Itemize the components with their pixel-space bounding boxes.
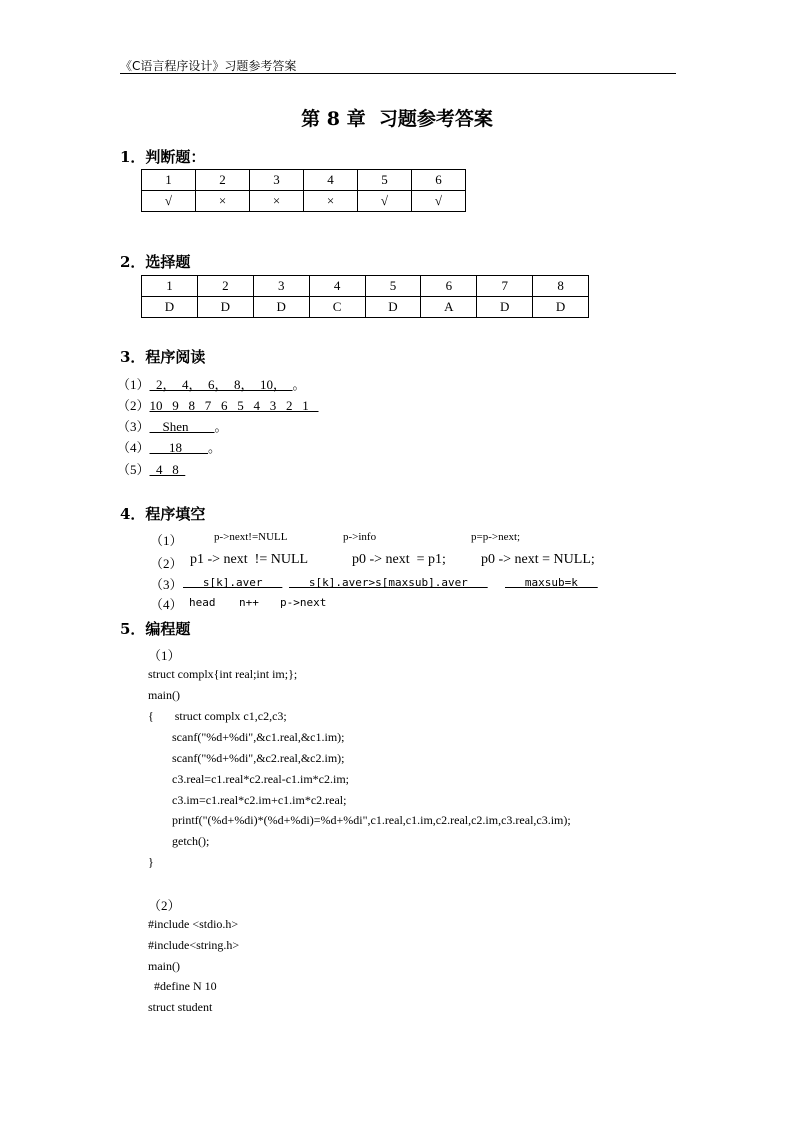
judge-header-cell: 4 xyxy=(304,170,358,191)
header-rule xyxy=(120,73,676,74)
fill-answer: s[k].aver xyxy=(183,576,283,589)
code-line: c3.real=c1.real*c2.real-c1.im*c2.im; xyxy=(148,772,350,786)
fill-answer: p->next xyxy=(280,596,327,609)
fill-answer: p=p->next; xyxy=(471,531,521,543)
fill-item-number: （1） xyxy=(150,533,183,548)
program-1-number: （1） xyxy=(148,648,181,663)
code-line: scanf("%d+%di",&c2.real,&c2.im); xyxy=(148,751,345,765)
code-line: main() xyxy=(148,959,180,973)
choice-header-cell: 6 xyxy=(421,276,477,297)
choice-header-cell: 2 xyxy=(197,276,253,297)
reading-item-tail: 。 xyxy=(214,419,228,434)
fill-answer: p1 -> next != NULL xyxy=(190,552,309,567)
choice-header-cell: 3 xyxy=(253,276,309,297)
section-judge-heading: 1．判断题： xyxy=(120,148,206,166)
reading-item-tail: 。 xyxy=(208,440,222,455)
judge-table xyxy=(141,169,466,212)
fill-item-number: （3） xyxy=(150,577,183,592)
reading-item-number: （1） xyxy=(117,377,150,392)
code-line: #include <stdio.h> xyxy=(148,917,239,931)
program-2-number: （2） xyxy=(148,898,181,913)
code-line: c3.im=c1.real*c2.im+c1.im*c2.real; xyxy=(148,793,347,807)
reading-item-number: （4） xyxy=(117,440,150,455)
section-programming-heading: 5．编程题 xyxy=(120,620,191,638)
section-reading-heading: 3．程序阅读 xyxy=(120,348,206,366)
reading-item-answer: 2， 4， 6， 8， 10， xyxy=(149,377,293,392)
reading-item-2 xyxy=(117,395,319,414)
choice-header-cell: 8 xyxy=(533,276,589,297)
choice-table xyxy=(141,275,589,318)
choice-answer-cell: D xyxy=(197,297,253,318)
choice-header-row xyxy=(142,276,589,297)
fill-answer: maxsub=k xyxy=(505,576,598,589)
page-title: 第 8 章 习题参考答案 xyxy=(301,108,493,130)
reading-item-answer: 10 9 8 7 6 5 4 3 2 1 xyxy=(149,398,319,413)
code-line: #include<string.h> xyxy=(148,938,240,952)
choice-answer-cell: D xyxy=(142,297,198,318)
fill-answer: s[k].aver>s[maxsub].aver xyxy=(289,576,488,589)
reading-item-3 xyxy=(117,416,228,435)
section-choice-heading: 2．选择题 xyxy=(120,253,191,271)
fill-answer: head xyxy=(189,596,216,609)
choice-answer-cell: A xyxy=(421,297,477,318)
judge-header-cell: 5 xyxy=(358,170,412,191)
reading-item-number: （3） xyxy=(117,419,150,434)
judge-answer-cell: × xyxy=(250,191,304,212)
code-line: getch(); xyxy=(148,834,210,848)
fill-answer: p->info xyxy=(343,531,377,543)
section-fill-heading: 4．程序填空 xyxy=(120,505,206,523)
reading-item-number: （5） xyxy=(117,462,150,477)
reading-item-answer: 18 xyxy=(149,440,209,455)
choice-header-cell: 1 xyxy=(142,276,198,297)
code-line: struct complx{int real;int im;}; xyxy=(148,667,298,681)
choice-answer-cell: D xyxy=(365,297,421,318)
reading-item-number: （2） xyxy=(117,398,150,413)
judge-answer-row xyxy=(142,191,466,212)
reading-item-answer: 4 8 xyxy=(149,462,186,477)
code-line: printf("(%d+%di)*(%d+%di)=%d+%di",c1.real,c1.im,c2.real,c2.im,c3.real,c3.im); xyxy=(148,813,571,827)
judge-answer-cell: √ xyxy=(142,191,196,212)
choice-answer-cell: D xyxy=(533,297,589,318)
page-header: 《C语言程序设计》习题参考答案 xyxy=(120,59,297,73)
code-line: scanf("%d+%di",&c1.real,&c1.im); xyxy=(148,730,345,744)
choice-answer-cell: C xyxy=(309,297,365,318)
code-line: main() xyxy=(148,688,180,702)
fill-item-number: （2） xyxy=(150,556,183,571)
choice-answer-cell: D xyxy=(477,297,533,318)
choice-header-cell: 5 xyxy=(365,276,421,297)
choice-answer-row xyxy=(142,297,589,318)
fill-answer: n++ xyxy=(239,596,259,609)
judge-header-cell: 6 xyxy=(412,170,466,191)
judge-header-cell: 3 xyxy=(250,170,304,191)
code-line: { struct complx c1,c2,c3; xyxy=(148,709,287,723)
code-line: struct student xyxy=(148,1000,213,1014)
code-line: #define N 10 xyxy=(148,979,217,993)
fill-answer: p->next!=NULL xyxy=(214,531,288,543)
fill-item-number: （4） xyxy=(150,597,183,612)
choice-header-cell: 4 xyxy=(309,276,365,297)
judge-answer-cell: √ xyxy=(412,191,466,212)
fill-answer: p0 -> next = p1; xyxy=(352,552,446,567)
choice-answer-cell: D xyxy=(253,297,309,318)
fill-answer: p0 -> next = NULL; xyxy=(481,552,595,567)
judge-header-cell: 2 xyxy=(196,170,250,191)
reading-item-answer: Shen xyxy=(149,419,215,434)
reading-item-1 xyxy=(117,374,306,393)
judge-header-cell: 1 xyxy=(142,170,196,191)
judge-answer-cell: √ xyxy=(358,191,412,212)
reading-item-tail: 。 xyxy=(292,377,306,392)
choice-header-cell: 7 xyxy=(477,276,533,297)
judge-answer-cell: × xyxy=(196,191,250,212)
judge-answer-cell: × xyxy=(304,191,358,212)
reading-item-5 xyxy=(117,459,185,478)
judge-header-row xyxy=(142,170,466,191)
reading-item-4 xyxy=(117,437,221,456)
code-line: } xyxy=(148,855,154,869)
